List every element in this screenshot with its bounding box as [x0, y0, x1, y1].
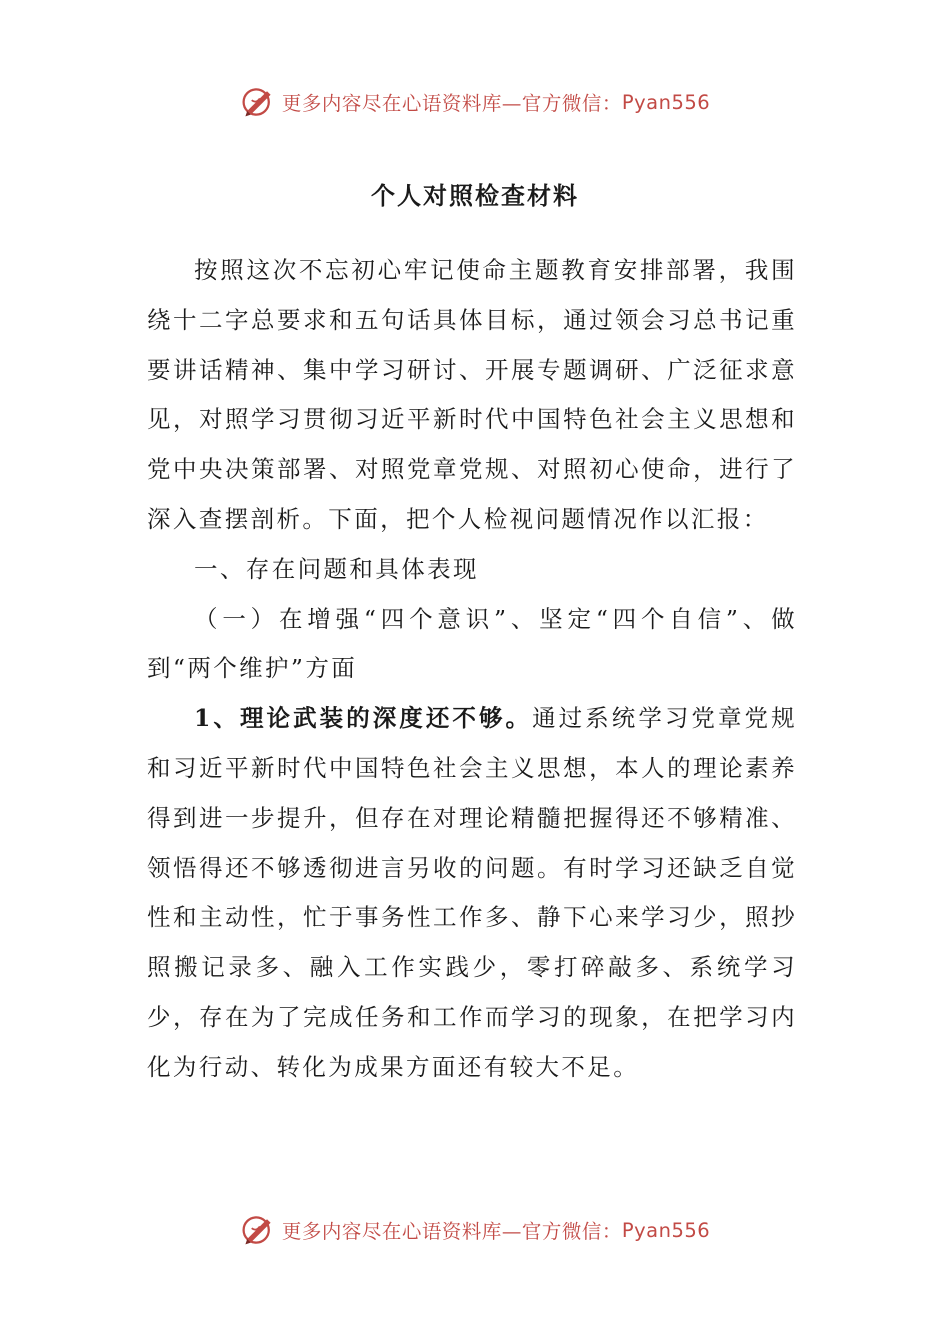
point-heading: 1、理论武装的深度还不够。: [194, 704, 533, 733]
section-heading: 一、存在问题和具体表现: [194, 554, 479, 583]
watermark-text: 更多内容尽在心语资料库—官方微信：: [281, 1220, 622, 1243]
point-text: 通过系统学习党章党规和习近平新时代中国特色社会主义思想，本人的理论素养得到进一步提升，但存在对理论精髓把握得还不够精准、领悟得还不够透彻进言另收的问题。有时学习还缺乏自觉性和主动性，忙于事务性工作多、静下心来学习少，照抄照搬记录多、融入工作实践少，零打碎敲多、系统学习少，存在为了完成任务和工作而学习的现象，在把学习内化为行动、转化为成果方面还有较大不足。: [147, 704, 797, 1081]
header-watermark-banner: [0, 80, 950, 124]
footer-watermark-banner: [0, 1208, 950, 1252]
watermark-text: 更多内容尽在心语资料库—官方微信：: [281, 92, 622, 115]
document-body: [147, 246, 797, 1093]
pen-logo-icon: [240, 84, 276, 120]
intro-paragraph: 按照这次不忘初心牢记使命主题教育安排部署，我围绕十二字总要求和五句话具体目标，通过领会习总书记重要讲话精神、集中学习研讨、开展专题调研、广泛征求意见，对照学习贯彻习近平新时代中国特色社会主义思想和党中央决策部署、对照党章党规、对照初心使命，进行了深入查摆剖析。下面，把个人检视问题情况作以汇报：: [147, 256, 797, 533]
document-title: 个人对照检查材料: [371, 181, 579, 210]
watermark-wechat-id: Pyan556: [621, 1218, 711, 1242]
point-paragraph: [147, 694, 797, 1092]
subsection-heading: （一）在增强“四个意识”、坚定“四个自信”、做到“两个维护”方面: [147, 604, 797, 683]
watermark-wechat-id: Pyan556: [621, 90, 711, 114]
pen-logo-icon: [240, 1212, 276, 1248]
